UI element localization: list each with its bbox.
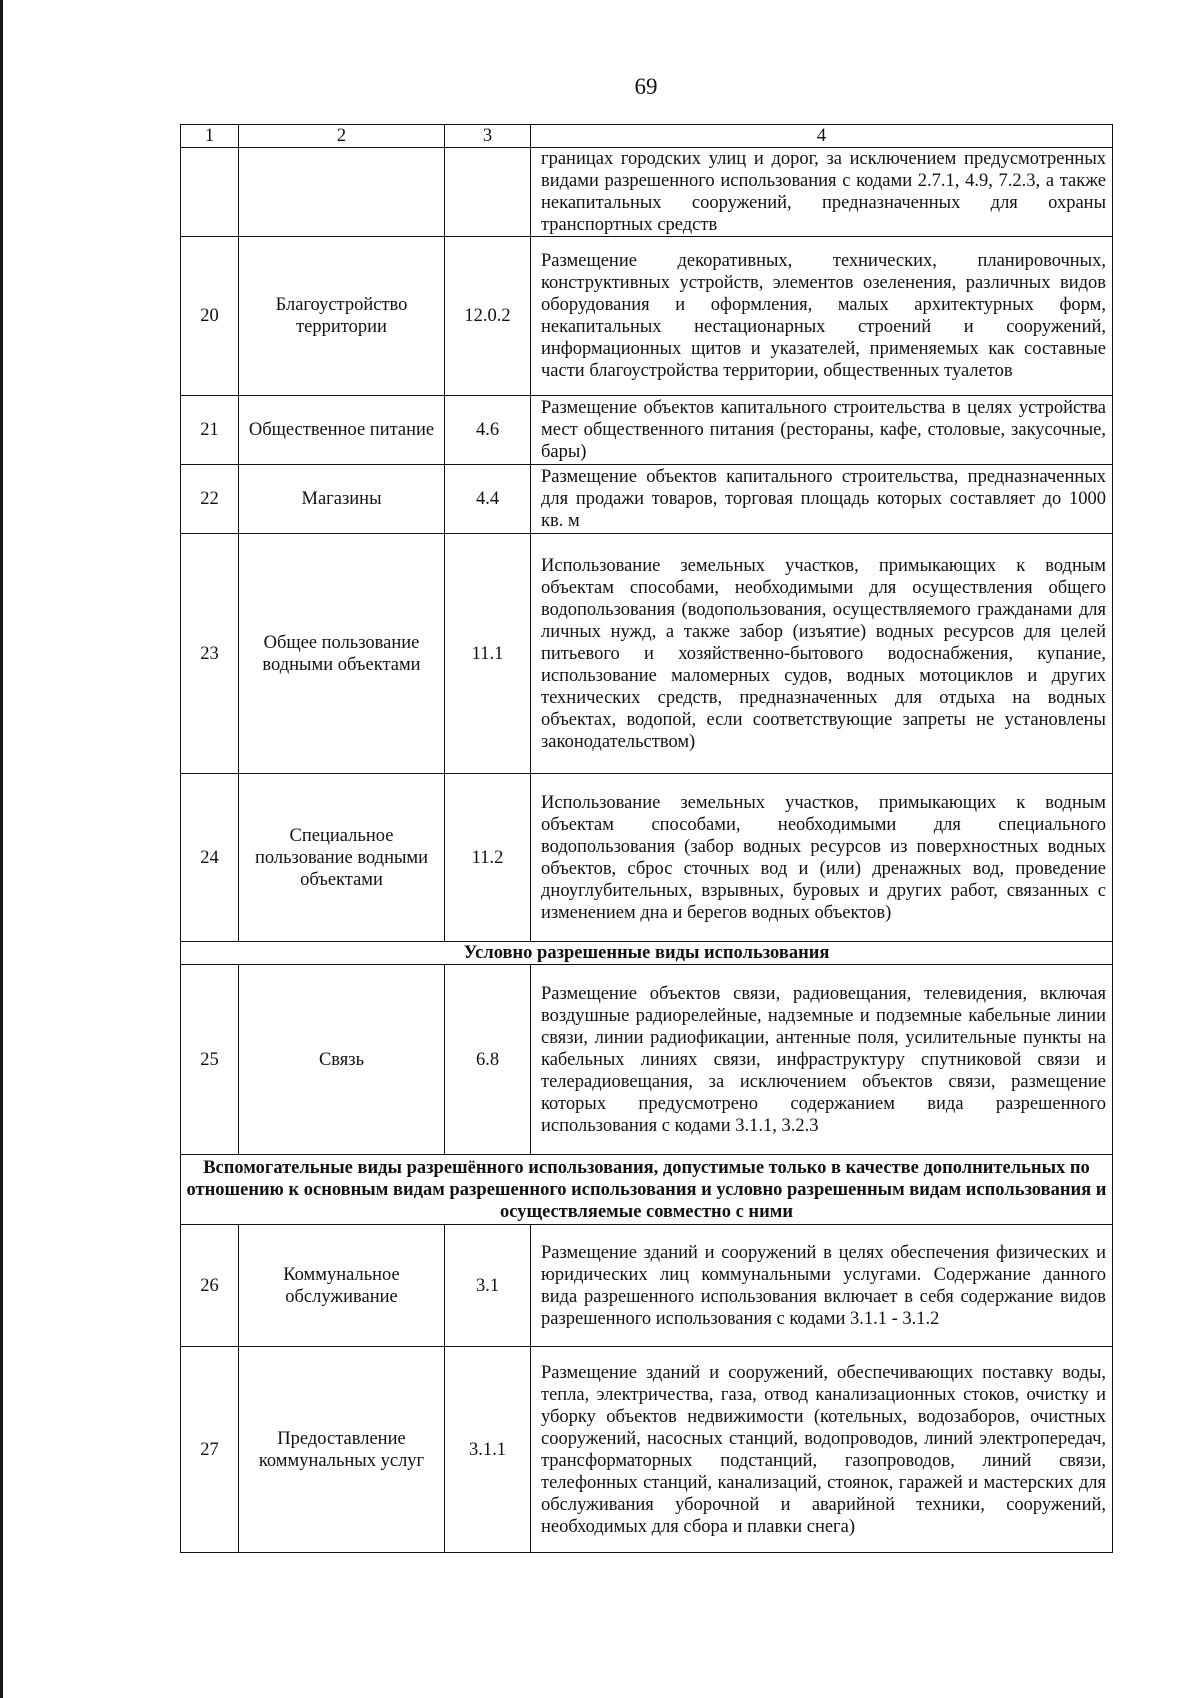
use-code: 3.1.1 (445, 1347, 531, 1553)
row-number (181, 148, 239, 237)
use-description: Размещение декоративных, технических, планировочных, конструктивных устройств, элементов озеленения, различных видов оборудования и оформления, малых архитектурных форм, некапитальных нестационарных строений и сооружений, информационных щитов и указателей, применяемых как составные части благоустройства территории, общественных туалетов (531, 237, 1113, 396)
use-code (445, 148, 531, 237)
use-type-name: Общественное питание (239, 396, 445, 465)
header-col-1: 1 (181, 125, 239, 148)
use-description: границах городских улиц и дорог, за исключением предусмотренных видами разрешенного использования с кодами 2.7.1, 4.9, 7.2.3, а также некапитальных сооружений, предназначенных для охраны транспортных средств (531, 148, 1113, 237)
use-code: 4.4 (445, 465, 531, 534)
header-row (181, 125, 1113, 148)
table-row (181, 965, 1113, 1155)
table-row (181, 148, 1113, 237)
use-type-name: Благоустройство территории (239, 237, 445, 396)
use-type-name: Коммунальное обслуживание (239, 1225, 445, 1347)
header-col-2: 2 (239, 125, 445, 148)
page-number: 69 (634, 74, 658, 99)
land-use-table (180, 124, 1113, 1553)
row-number: 24 (181, 774, 239, 942)
use-description: Размещение зданий и сооружений, обеспечивающих поставку воды, тепла, электричества, газа, отвод канализационных стоков, очистку и уборку объектов недвижимости (котельных, водозаборов, очистных сооружений, насосных станций, водопроводов, линий электропередач, трансформаторных подстанций, газопроводов, линий связи, телефонных станций, канализаций, стоянок, гаражей и мастерских для обслуживания уборочной и аварийной техники, сооружений, необходимых для сбора и плавки снега) (531, 1347, 1113, 1553)
use-code: 11.2 (445, 774, 531, 942)
section-title-auxiliary: Вспомогательные виды разрешённого использования, допустимые только в качестве дополнительных по отношению к основным видам разрешенного использования и условно разрешенным видам использования и осуществляемые совместно с ними (181, 1155, 1113, 1225)
use-description: Размещение объектов капитального строительства, предназначенных для продажи товаров, торговая площадь которых составляет до 1000 кв. м (531, 465, 1113, 534)
row-number: 22 (181, 465, 239, 534)
use-type-name: Специальное пользование водными объектами (239, 774, 445, 942)
use-type-name (239, 148, 445, 237)
row-number: 21 (181, 396, 239, 465)
row-number: 27 (181, 1347, 239, 1553)
table-row (181, 534, 1113, 774)
section-heading-row (181, 1155, 1113, 1225)
use-description: Использование земельных участков, примыкающих к водным объектам способами, необходимыми для осуществления общего водопользования (водопользования, осуществляемого гражданами для личных нужд, а также забор (изъятие) водных ресурсов для целей питьевого и хозяйственно-бытового водоснабжения, купание, использование маломерных судов, водных мотоциклов и других технических средств, предназначенных для отдыха на водных объектах, водопой, если соответствующие запреты не установлены законодательством) (531, 534, 1113, 774)
section-title-conditional: Условно разрешенные виды использования (181, 942, 1113, 965)
row-number: 23 (181, 534, 239, 774)
section-heading-row (181, 942, 1113, 965)
use-type-name: Связь (239, 965, 445, 1155)
row-number: 26 (181, 1225, 239, 1347)
table-row (181, 1225, 1113, 1347)
use-description: Размещение зданий и сооружений в целях обеспечения физических и юридических лиц коммунальными услугами. Содержание данного вида разрешенного использования включает в себя содержание видов разрешенного использования с кодами 3.1.1 - 3.1.2 (531, 1225, 1113, 1347)
use-code: 12.0.2 (445, 237, 531, 396)
use-description: Использование земельных участков, примыкающих к водным объектам способами, необходимыми для специального водопользования (забор водных ресурсов из поверхностных водных объектов, сброс сточных вод и (или) дренажных вод, проведение дноуглубительных, взрывных, буровых и других работ, связанных с изменением дна и берегов водных объектов) (531, 774, 1113, 942)
use-code: 4.6 (445, 396, 531, 465)
use-code: 11.1 (445, 534, 531, 774)
table-row (181, 396, 1113, 465)
row-number: 20 (181, 237, 239, 396)
table-row (181, 1347, 1113, 1553)
table-row (181, 237, 1113, 396)
header-col-3: 3 (445, 125, 531, 148)
use-type-name: Предоставление коммунальных услуг (239, 1347, 445, 1553)
row-number: 25 (181, 965, 239, 1155)
use-type-name: Магазины (239, 465, 445, 534)
use-code: 3.1 (445, 1225, 531, 1347)
header-col-4: 4 (531, 125, 1113, 148)
use-description: Размещение объектов капитального строительства в целях устройства мест общественного питания (рестораны, кафе, столовые, закусочные, бары) (531, 396, 1113, 465)
use-code: 6.8 (445, 965, 531, 1155)
use-description: Размещение объектов связи, радиовещания, телевидения, включая воздушные радиорелейные, надземные и подземные кабельные линии связи, линии радиофикации, антенные поля, усилительные пункты на кабельных линиях связи, инфраструктуру спутниковой связи и телерадиовещания, за исключением объектов связи, размещение которых предусмотрено содержанием вида разрешенного использования с кодами 3.1.1, 3.2.3 (531, 965, 1113, 1155)
table-row (181, 465, 1113, 534)
scan-edge (0, 0, 3, 1698)
table-row (181, 774, 1113, 942)
use-type-name: Общее пользование водными объектами (239, 534, 445, 774)
